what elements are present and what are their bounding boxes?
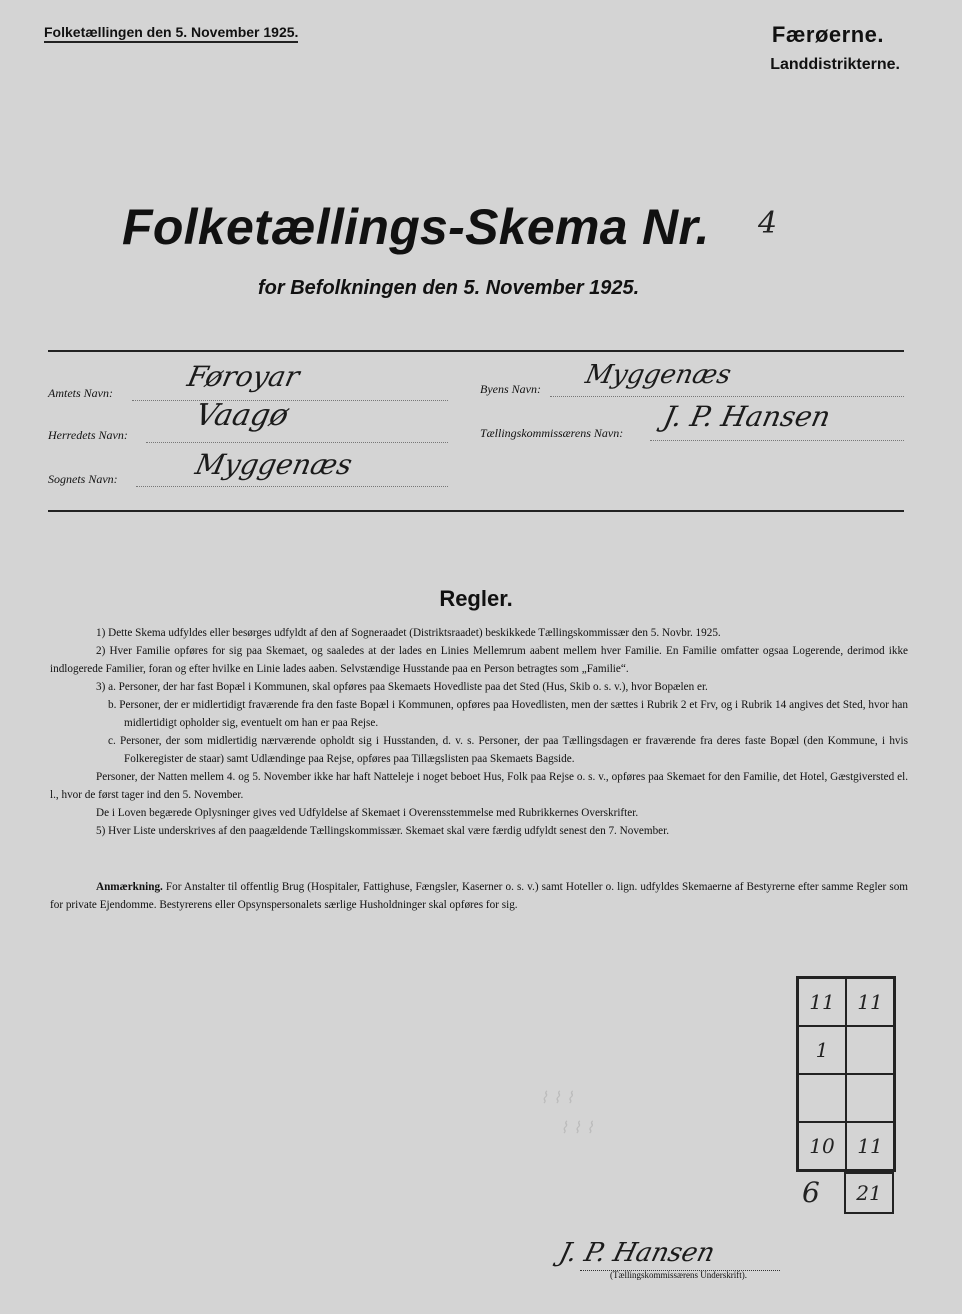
by-dotline [550, 396, 904, 397]
kommissaer-value: J. P. Hansen [660, 400, 834, 433]
sogn-value: Myggenæs [192, 448, 356, 481]
form-subtitle: for Befolkningen den 5. November 1925. [258, 277, 640, 299]
kommissaer-dotline [650, 440, 904, 441]
rules-body [50, 624, 908, 840]
region-title: Færøerne. [771, 22, 884, 47]
tally-cell: 1 [798, 1026, 846, 1074]
amt-value: Føroyar [184, 360, 303, 393]
top-divider [48, 350, 904, 352]
region-subtitle: Landdistrikterne. [770, 56, 900, 73]
note-label: Anmærkning. [96, 881, 163, 893]
tally-total-right: 21 [844, 1172, 894, 1214]
census-date-header: Folketællingen den 5. November 1925. [44, 24, 298, 43]
tally-cell: 11 [846, 1122, 894, 1170]
signature-caption: (Tællingskommissærens Underskrift). [610, 1270, 747, 1280]
commissioner-signature: J. P. Hansen [556, 1238, 718, 1268]
amt-label: Amtets Navn: [48, 386, 113, 400]
rule-5: 5) Hver Liste underskrives af den paagældende Tællingskommissær. Skemaet skal være færdig udfyldt senest den 7. November. [96, 825, 670, 837]
herred-dotline [146, 442, 448, 443]
herred-value: Vaagø [192, 398, 292, 433]
sogn-dotline [136, 486, 448, 487]
tally-box [796, 976, 894, 1216]
tally-cell: 11 [798, 978, 846, 1026]
tally-total-left: 6 [802, 1176, 820, 1209]
rule-2: 2) Hver Familie opføres for sig paa Skemaet, og saaledes at der lades en Linies Mellemrum aabent mellem hver Familie. En Familie omfatter ogsaa Logerende, derimod ikke indlogerede Familier, foran og efter hvilke en Linie lades aaben. Selvstændige Husstande paa en Person betragtes som „Familie“. [50, 645, 908, 675]
rule-3b: b. Personer, der er midlertidigt fraværende fra den faste Bopæl i Kommunen, opføres paa Hovedlisten, men der sættes i Rubrik 2 et Frv, og i Rubrik 14 angives det Sted, hvor han midlertidigt opholder sig, eventuelt om han er paa Rejse. [108, 699, 908, 729]
form-title: Folketællings-Skema Nr. [122, 199, 710, 255]
note-text: For Anstalter til offentlig Brug (Hospitaler, Fattighuse, Fængsler, Kaserner o. s. v.) samt Hoteller o. lign. udfyldes Skemaerne af Bestyrerne efter samme Regler som for private Ejendomme. Bestyrerens eller Opsynspersonalets særlige Husholdninger skal opføres for sig. [50, 881, 908, 911]
form-number: 4 [758, 206, 778, 241]
rule-3d: Personer, der Natten mellem 4. og 5. November ikke har haft Natteleje i noget beboet Hus, Folk paa Rejse o. s. v., opføres paa Skemaet for den Familie, det Hotel, Gæstgiversted el. l., hvor de først tager ind den 5. November. [50, 771, 908, 801]
by-value: Myggenæs [582, 360, 734, 390]
sogn-label: Sognets Navn: [48, 472, 118, 486]
tally-cell [846, 1074, 894, 1122]
rules-heading: Regler. [439, 586, 513, 611]
bottom-divider [48, 510, 904, 512]
kommissaer-label: Tællingskommissærens Navn: [480, 426, 624, 440]
rule-3a: 3) a. Personer, der har fast Bopæl i Kommunen, skal opføres paa Skemaets Hovedliste paa det Sted (Hus, Skib o. s. v.), hvor Bopælen er. [96, 681, 708, 693]
tally-cell: 11 [846, 978, 894, 1026]
tally-cell [798, 1074, 846, 1122]
by-label: Byens Navn: [480, 382, 541, 396]
tally-cell: 10 [798, 1122, 846, 1170]
note-paragraph [50, 878, 908, 914]
tally-cell [846, 1026, 894, 1074]
tally-grid [796, 976, 896, 1172]
rule-1: 1) Dette Skema udfyldes eller besørges udfyldt af den af Sogneraadet (Distriktsraadet) beskikkede Tællingskommissær den 5. Novbr. 1925. [96, 627, 721, 639]
bleed-through-mark: ⌇ ⌇ ⌇ [540, 1088, 574, 1107]
herred-label: Herredets Navn: [48, 428, 128, 442]
tally-totals [796, 1172, 894, 1218]
rule-3c: c. Personer, der som midlertidig nærværende opholdt sig i Husstanden, d. v. s. Personer, der paa Tællingsdagen er fraværende fra deres faste Bopæl (den Kommune, i hvis Folkeregister de staar) samt Udlændinge paa Rejse, opføres paa Tillægslisten paa Skemaets Bagside. [108, 735, 908, 765]
rule-4: De i Loven begærede Oplysninger gives ved Udfyldelse af Skemaet i Overensstemmelse med Rubrikkernes Overskrifter. [96, 807, 639, 819]
bleed-through-mark: ⌇ ⌇ ⌇ [560, 1118, 594, 1137]
